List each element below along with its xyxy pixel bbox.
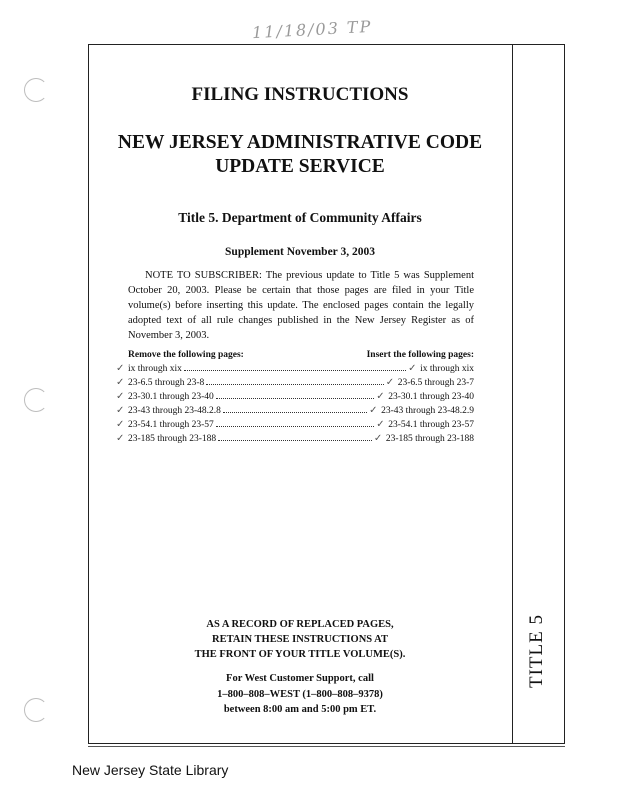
table-row xyxy=(116,433,474,447)
table-row xyxy=(116,391,474,405)
check-mark-icon: ✓ xyxy=(116,419,125,430)
customer-support-info xyxy=(88,671,512,718)
remove-pages-cell: 23-6.5 through 23-8 xyxy=(128,378,205,388)
check-mark-icon: ✓ xyxy=(376,391,385,402)
support-line-1: For West Customer Support, call xyxy=(226,673,374,684)
table-row xyxy=(116,419,474,433)
punch-hole-bottom xyxy=(24,698,48,722)
record-line-2: RETAIN THESE INSTRUCTIONS AT xyxy=(212,634,388,645)
supplement-date: Supplement November 3, 2003 xyxy=(225,246,375,258)
check-mark-icon: ✓ xyxy=(116,433,125,444)
insert-pages-cell: 23-6.5 through 23-7 xyxy=(397,378,474,388)
insert-pages-cell: 23-185 through 23-188 xyxy=(385,434,474,444)
support-hours: between 8:00 am and 5:00 pm ET. xyxy=(223,704,377,715)
code-service-heading xyxy=(88,131,512,179)
title-subheading: Title 5. Department of Community Affairs xyxy=(178,210,422,225)
check-mark-icon: ✓ xyxy=(408,363,417,374)
title-tab-label: TITLE 5 xyxy=(526,613,548,689)
check-mark-icon: ✓ xyxy=(373,433,383,444)
bottom-rule xyxy=(88,746,565,747)
dot-leader xyxy=(184,370,406,371)
insert-pages-cell: 23-54.1 through 23-57 xyxy=(388,420,474,430)
record-line-1: AS A RECORD OF REPLACED PAGES, xyxy=(206,619,394,630)
dot-leader xyxy=(216,398,374,399)
pages-table-header xyxy=(128,350,474,360)
support-phone: 1–800–808–WEST (1–800–808–9378) xyxy=(217,688,383,700)
insert-pages-cell: 23-30.1 through 23-40 xyxy=(388,392,474,402)
check-mark-icon: ✓ xyxy=(116,391,125,402)
remove-pages-cell: 23-185 through 23-188 xyxy=(128,434,217,444)
table-row xyxy=(116,363,474,377)
check-mark-icon: ✓ xyxy=(116,363,125,374)
record-retention-notice xyxy=(88,617,512,662)
code-heading-line-2: UPDATE SERVICE xyxy=(215,156,385,177)
insert-pages-header: Insert the following pages: xyxy=(366,350,474,360)
code-heading-line-1: NEW JERSEY ADMINISTRATIVE CODE xyxy=(117,132,483,153)
handwritten-date-note: 11/18/03 TP xyxy=(251,16,373,43)
remove-pages-cell: 23-54.1 through 23-57 xyxy=(128,420,214,430)
remove-pages-cell: 23-30.1 through 23-40 xyxy=(128,392,214,402)
dot-leader xyxy=(223,412,367,413)
dot-leader xyxy=(206,384,383,385)
pages-table xyxy=(116,363,474,447)
table-row xyxy=(116,405,474,419)
dot-leader xyxy=(218,440,372,441)
record-line-3: THE FRONT OF YOUR TITLE VOLUME(S). xyxy=(194,649,406,660)
library-footer: New Jersey State Library xyxy=(72,762,229,778)
remove-pages-header: Remove the following pages: xyxy=(128,350,244,360)
check-mark-icon: ✓ xyxy=(116,377,125,388)
remove-pages-cell: ix through xix xyxy=(128,364,182,374)
subscriber-note: NOTE TO SUBSCRIBER: The previous update to Title 5 was Supplement October 20, 2003. Please be certain that those pages are filed in your Title volume(s) before inserting this update. The enclosed pages contain the legally adopted text of all rule changes published in the New Jersey Register as of November 3, 2003. xyxy=(128,270,474,341)
dot-leader xyxy=(216,426,374,427)
punch-hole-middle xyxy=(24,388,48,412)
remove-pages-cell: 23-43 through 23-48.2.8 xyxy=(128,406,221,416)
check-mark-icon: ✓ xyxy=(376,419,385,430)
check-mark-icon: ✓ xyxy=(116,405,125,416)
punch-hole-top xyxy=(24,78,48,102)
insert-pages-cell: 23-43 through 23-48.2.9 xyxy=(381,406,474,416)
check-mark-icon: ✓ xyxy=(369,405,378,416)
tab-divider-line xyxy=(512,44,513,744)
title-tab xyxy=(520,596,554,706)
insert-pages-cell: ix through xix xyxy=(420,364,474,374)
check-mark-icon: ✓ xyxy=(385,377,395,388)
table-row xyxy=(116,377,474,391)
filing-instructions-heading: FILING INSTRUCTIONS xyxy=(191,84,409,105)
